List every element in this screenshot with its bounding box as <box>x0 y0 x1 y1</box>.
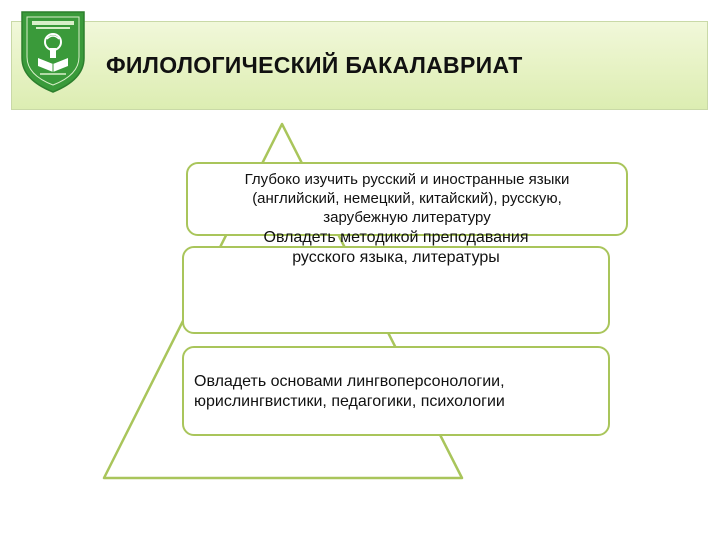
level-middle-line-1: Овладеть методикой преподавания <box>263 229 529 246</box>
level-top-line-1: Глубоко изучить русский и иностранные языки <box>244 171 570 188</box>
level-bottom-line-1: Овладеть основами лингвоперсонологии, <box>194 373 505 390</box>
level-bottom-line-2: юрислингвистики, педагогики, психологии <box>194 393 505 410</box>
pyramid-level-top <box>186 162 628 236</box>
level-middle-text <box>186 228 606 268</box>
pyramid-level-bottom <box>182 346 610 436</box>
level-middle-line-2: русского языка, литературы <box>292 249 500 266</box>
level-top-line-2: (английский, немецкий, китайский), русскую, <box>252 190 562 207</box>
level-top-line-3: зарубежную литературу <box>323 209 491 226</box>
page-title: ФИЛОЛОГИЧЕСКИЙ БАКАЛАВРИАТ <box>106 52 523 78</box>
